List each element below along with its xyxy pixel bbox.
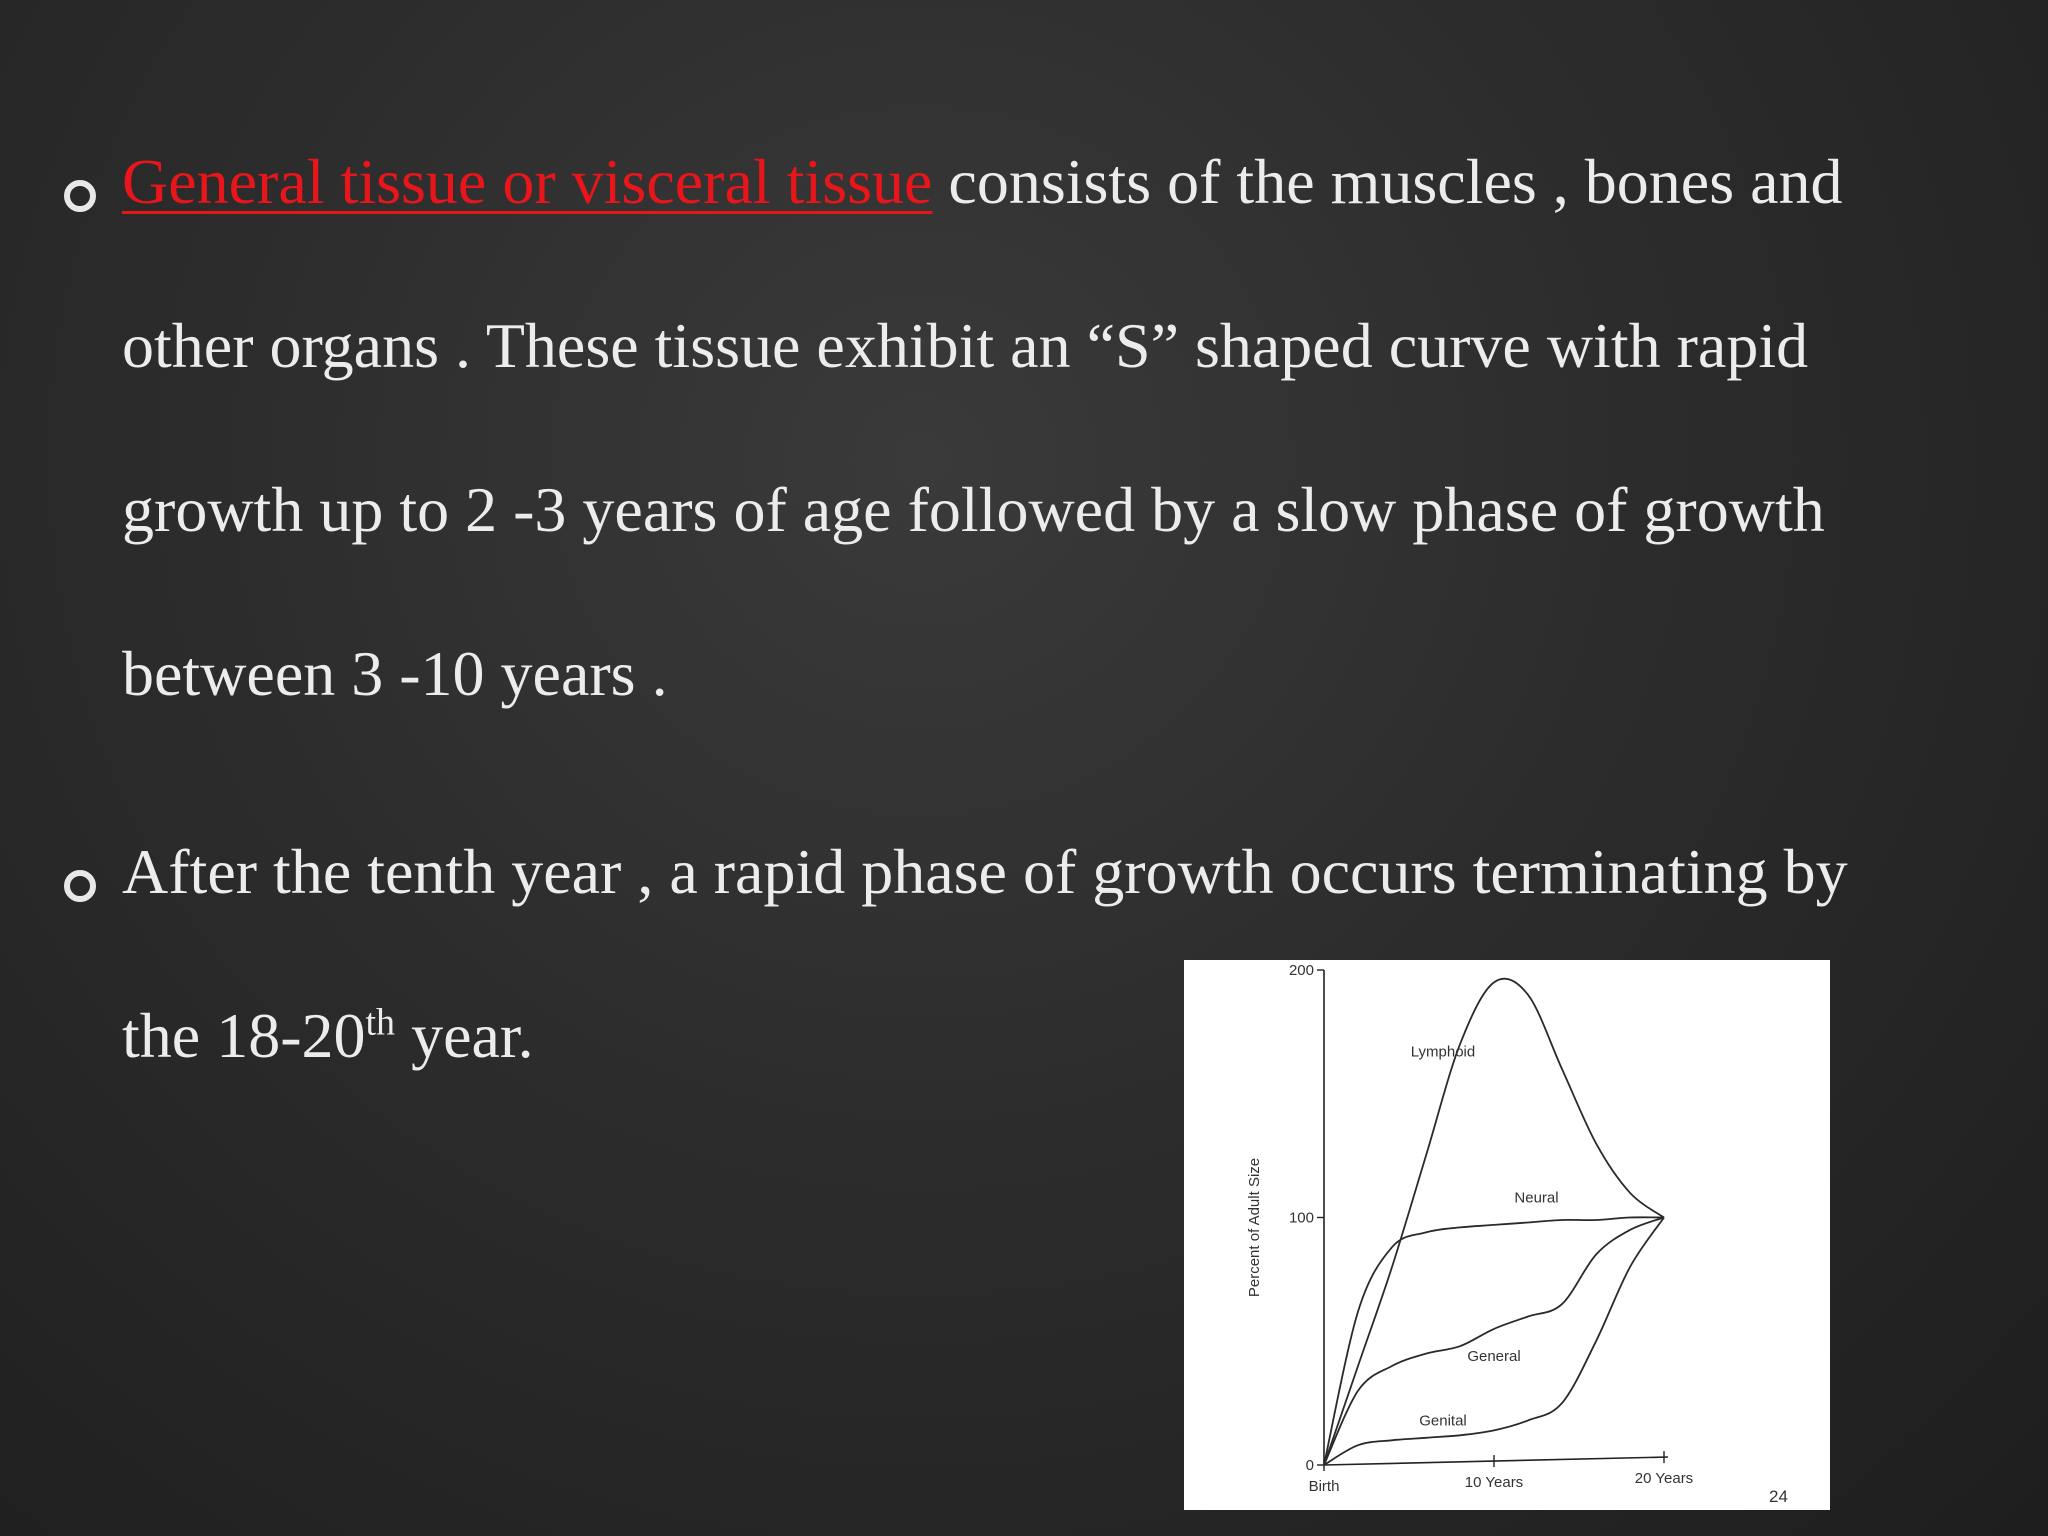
growth-curve-figure bbox=[1184, 960, 1830, 1510]
chart-series bbox=[1324, 979, 1664, 1465]
bullet-item-1 bbox=[64, 146, 2022, 756]
x-tick-label: 20 Years bbox=[1634, 1470, 1694, 1488]
series-label-genital: Genital bbox=[1419, 1412, 1467, 1430]
bullet-circle-icon bbox=[64, 180, 96, 212]
growth-curve-chart bbox=[1184, 960, 1830, 1510]
series-label-neural: Neural bbox=[1514, 1189, 1559, 1207]
bullet-2-line-2-post: year. bbox=[395, 1000, 534, 1071]
y-tick-label: 0 bbox=[1305, 1457, 1314, 1474]
page-number: 24 bbox=[1769, 1487, 1788, 1506]
bullet-1-text bbox=[122, 146, 2022, 756]
y-tick-label: 100 bbox=[1288, 1209, 1314, 1227]
y-tick-label: 200 bbox=[1288, 962, 1314, 979]
bullet-1-line-1-text: consists of the muscles , bones and bbox=[932, 146, 1843, 217]
term-general-tissue: General tissue or visceral tissue bbox=[122, 146, 933, 217]
x-tick-label: Birth bbox=[1308, 1478, 1340, 1495]
chart-labels bbox=[1411, 1044, 1559, 1430]
series-label-general: General bbox=[1467, 1348, 1521, 1366]
bullet-1-line-4: between 3 -10 years . bbox=[122, 638, 668, 709]
bullet-2-line-2-pre: the 18-20 bbox=[122, 1000, 366, 1071]
series-line-lymphoid bbox=[1324, 979, 1664, 1465]
bullet-1-line-2: other organs . These tissue exhibit an “S” shaped curve with rapid bbox=[122, 310, 1809, 381]
series-line-neural bbox=[1324, 1217, 1664, 1465]
series-line-genital bbox=[1324, 1218, 1664, 1466]
bullet-2-superscript: th bbox=[365, 1001, 396, 1044]
x-tick-label: 10 Years bbox=[1464, 1474, 1524, 1492]
x-axis-line bbox=[1324, 1457, 1668, 1465]
bullet-2-line-1: After the tenth year , a rapid phase of growth occurs terminating by bbox=[122, 836, 1848, 907]
bullet-1-line-1 bbox=[122, 100, 2022, 264]
series-label-lymphoid: Lymphoid bbox=[1410, 1043, 1476, 1061]
y-axis-label: Percent of Adult Size bbox=[1246, 1157, 1263, 1298]
bullet-circle-icon bbox=[64, 870, 96, 902]
series-line-general bbox=[1324, 1218, 1664, 1466]
chart-axes bbox=[1246, 962, 1693, 1495]
bullet-1-line-3: growth up to 2 -3 years of age followed by a slow phase of growth bbox=[122, 474, 1825, 545]
